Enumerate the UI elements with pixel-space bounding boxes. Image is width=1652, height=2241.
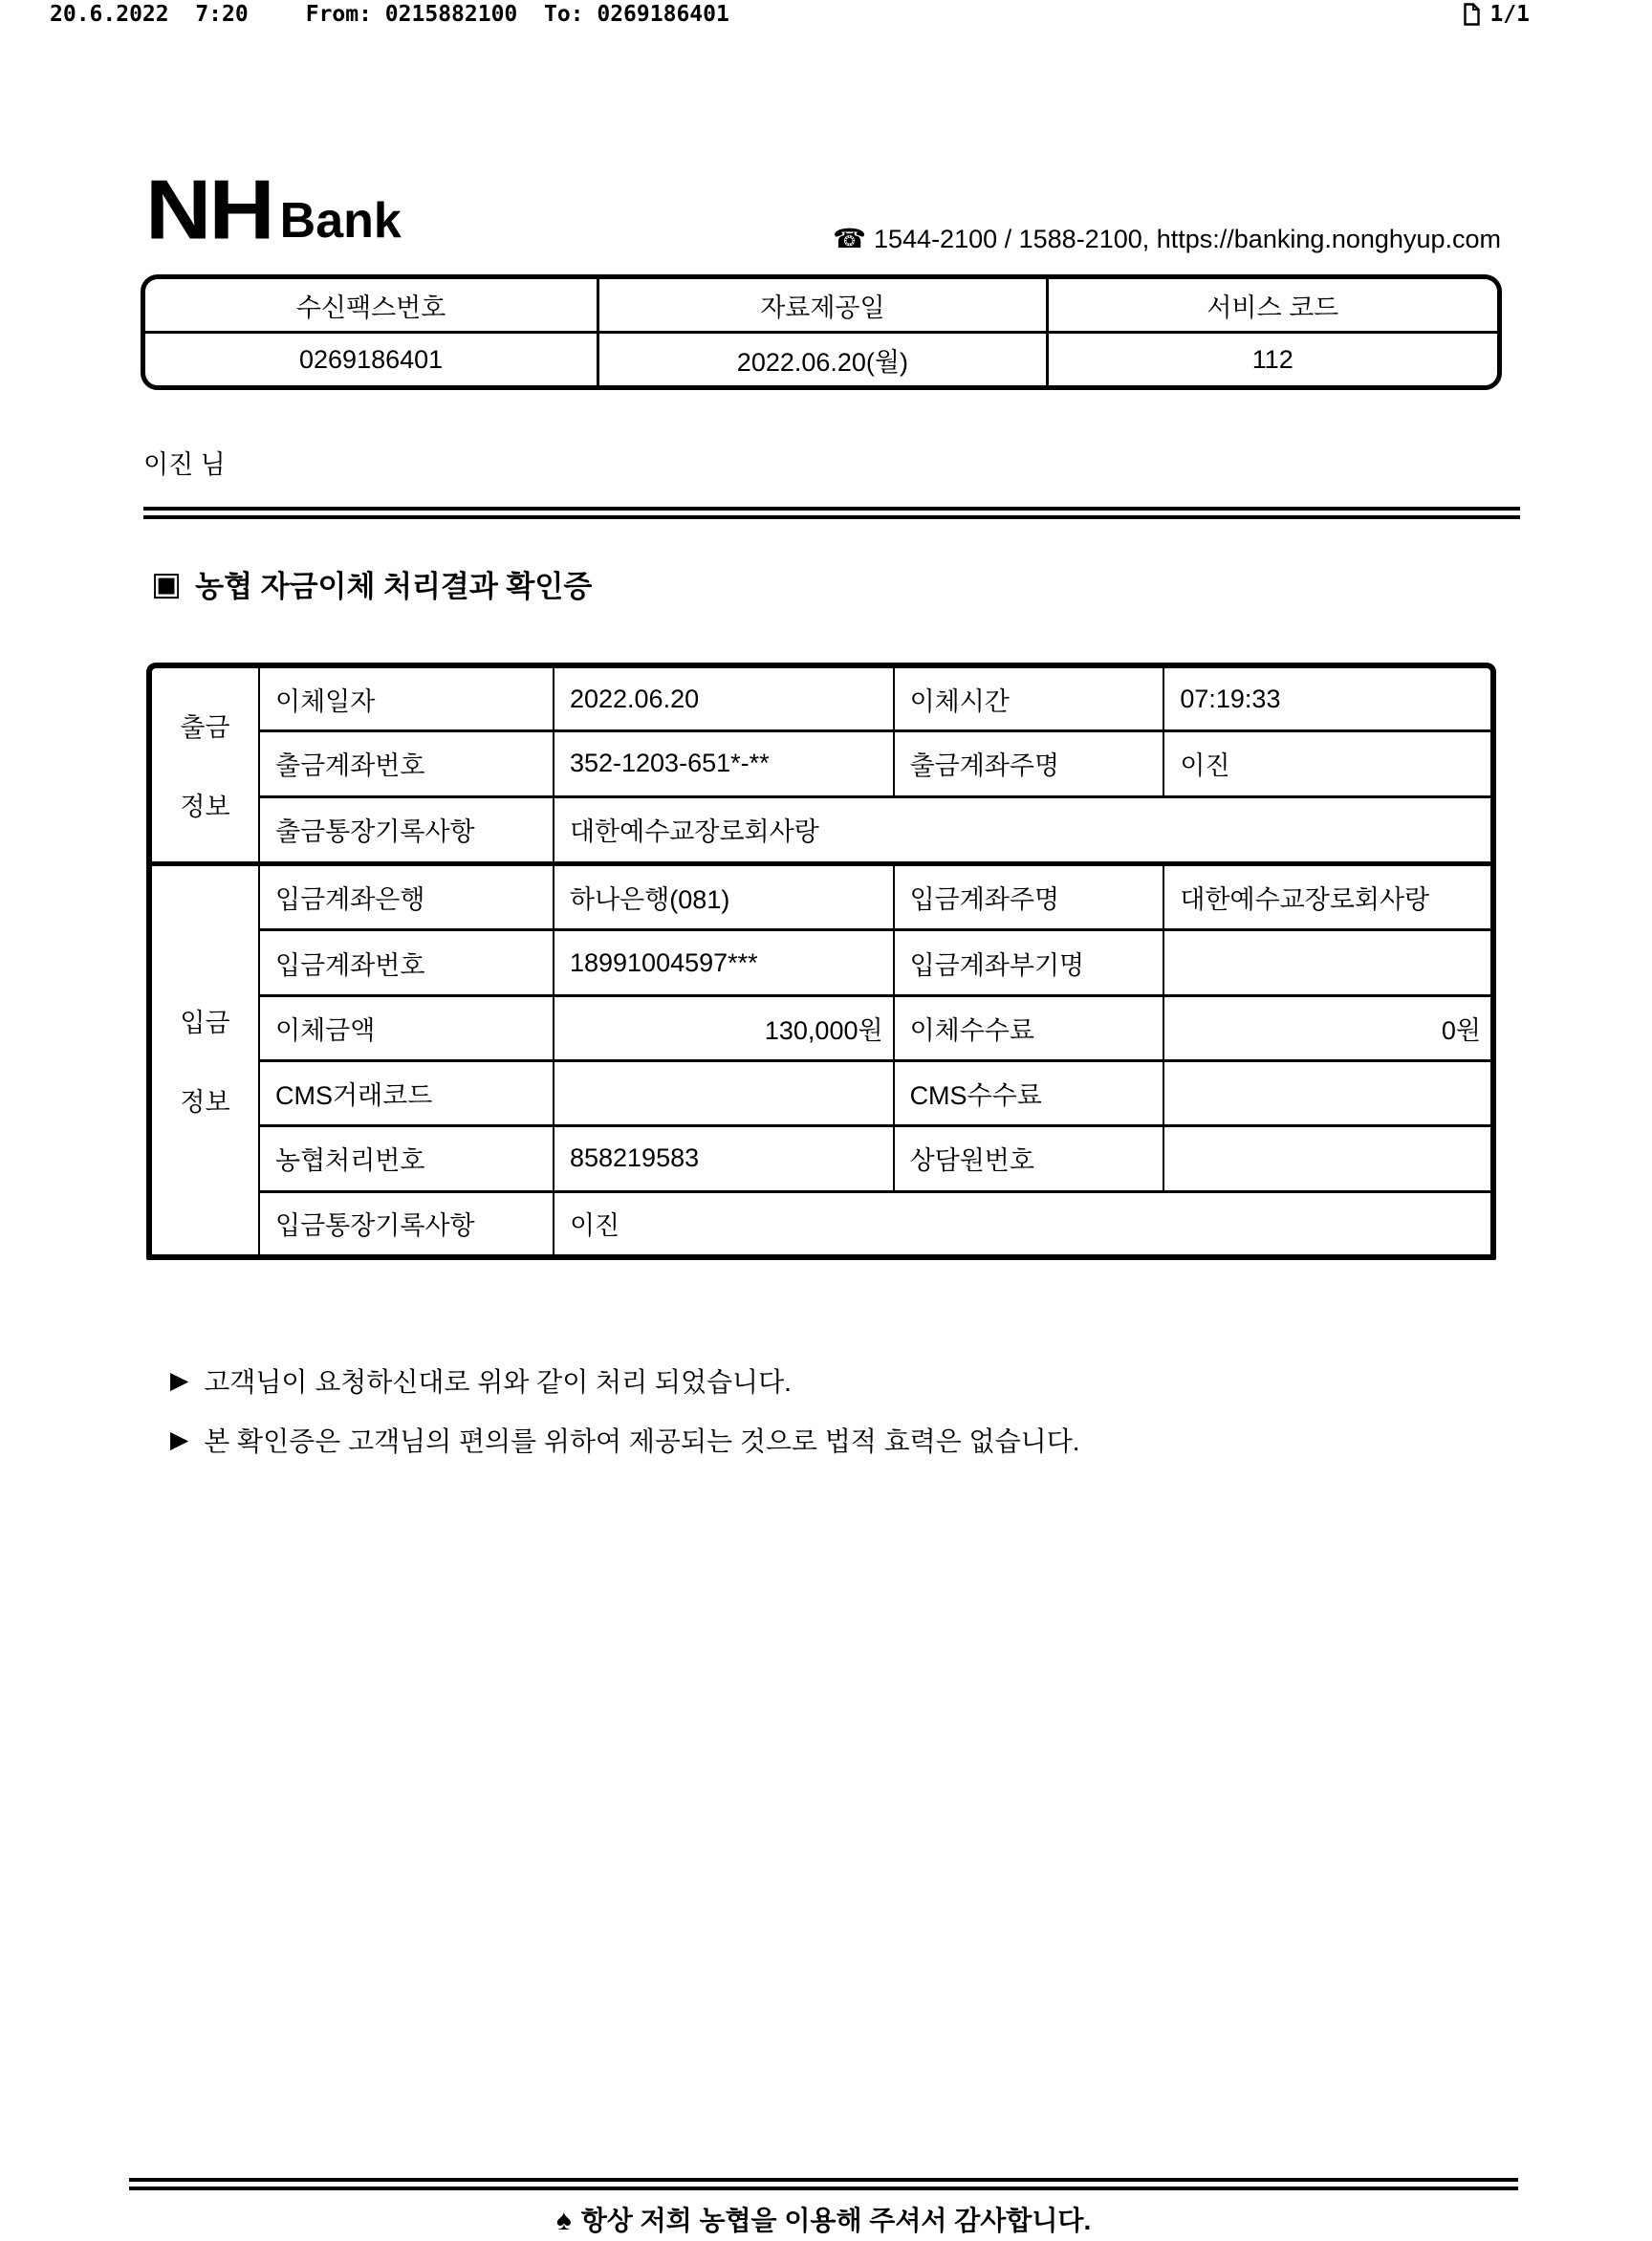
note-no-legal-effect-text: 본 확인증은 고객님의 편의를 위하여 제공되는 것으로 법적 효력은 없습니다. <box>204 1426 1080 1456</box>
triangle-bullet-icon: ▶ <box>170 1366 189 1394</box>
note-processed <box>170 1361 792 1400</box>
label-deposit-passbook-record: 입금통장기록사항 <box>259 1191 554 1254</box>
label-transfer-time: 이체시간 <box>894 668 1164 731</box>
table-row <box>152 1191 1490 1254</box>
label-transfer-fee: 이체수수료 <box>894 995 1164 1060</box>
square-bullet-icon: ▣ <box>151 565 183 602</box>
value-deposit-account-number: 18991004597*** <box>554 930 894 995</box>
header-data-provided-date: 자료제공일 <box>598 279 1047 333</box>
recipient-name: 이진 님 <box>143 450 226 479</box>
table-row <box>152 796 1490 863</box>
label-withdrawal-account-number: 출금계좌번호 <box>259 731 554 796</box>
value-cms-fee <box>1163 1061 1490 1126</box>
header-service-code: 서비스 코드 <box>1047 279 1497 333</box>
document-title <box>151 562 592 605</box>
group-deposit-line1: 입금 <box>180 1008 230 1037</box>
label-cms-transaction-code: CMS거래코드 <box>259 1061 554 1126</box>
phone-icon: ☎ <box>833 224 866 253</box>
fax-datetime: 20.6.2022 7:20 <box>50 2 249 27</box>
label-deposit-account-memo-name: 입금계좌부기명 <box>894 930 1164 995</box>
header-recipient-fax-number: 수신팩스번호 <box>145 279 598 333</box>
table-row <box>152 930 1490 995</box>
top-double-rule <box>143 507 1520 519</box>
table-row <box>152 731 1490 796</box>
document-page-icon <box>1464 3 1480 26</box>
value-deposit-account-holder: 대한예수교장로회사랑 <box>1163 863 1490 930</box>
fax-transmission-header <box>50 2 1530 27</box>
group-deposit-info <box>152 863 259 1254</box>
label-cms-fee: CMS수수료 <box>894 1061 1164 1126</box>
fax-page-indicator <box>1464 2 1530 27</box>
spade-icon: ♠ <box>555 2205 572 2236</box>
label-nh-processing-number: 농협처리번호 <box>259 1126 554 1191</box>
note-no-legal-effect <box>170 1421 1080 1459</box>
value-withdrawal-passbook-record: 대한예수교장로회사랑 <box>554 796 1490 863</box>
nh-bank-logo <box>145 161 402 257</box>
triangle-bullet-icon: ▶ <box>170 1425 189 1453</box>
value-recipient-fax-number: 0269186401 <box>299 344 444 374</box>
footer-thanks-message <box>129 2200 1518 2238</box>
table-row <box>152 1126 1490 1191</box>
fax-page-count: 1/1 <box>1489 2 1530 27</box>
table-row <box>152 995 1490 1060</box>
table-row <box>152 1061 1490 1126</box>
bank-contact-line <box>833 223 1501 254</box>
label-withdrawal-passbook-record: 출금통장기록사항 <box>259 796 554 863</box>
label-deposit-account-number: 입금계좌번호 <box>259 930 554 995</box>
label-deposit-account-holder: 입금계좌주명 <box>894 863 1164 930</box>
value-transfer-time: 07:19:33 <box>1163 668 1490 731</box>
fax-info-value-row <box>145 333 1497 386</box>
transfer-result-table <box>146 663 1496 1260</box>
value-agent-number <box>1163 1126 1490 1191</box>
value-transfer-amount: 130,000원 <box>554 995 894 1060</box>
group-withdrawal-info <box>152 668 259 863</box>
value-withdrawal-account-number: 352-1203-651*-** <box>554 731 894 796</box>
nh-logo-bank-text: Bank <box>279 193 402 249</box>
label-withdrawal-account-holder: 출금계좌주명 <box>894 731 1164 796</box>
value-transfer-fee: 0원 <box>1163 995 1490 1060</box>
value-data-provided-date: 2022.06.20(월) <box>598 333 1047 386</box>
group-deposit-line2: 정보 <box>180 1087 230 1117</box>
label-transfer-amount: 이체금액 <box>259 995 554 1060</box>
fax-route: From: 0215882100 To: 0269186401 <box>305 2 729 27</box>
footer-double-rule <box>129 2178 1518 2190</box>
label-transfer-date: 이체일자 <box>259 668 554 731</box>
bank-contact-text: 1544-2100 / 1588-2100, https://banking.nonghyup.com <box>874 225 1501 253</box>
value-transfer-date: 2022.06.20 <box>554 668 894 731</box>
value-nh-processing-number: 858219583 <box>554 1126 894 1191</box>
value-withdrawal-account-holder: 이진 <box>1163 731 1490 796</box>
footer-thanks-text: 항상 저희 농협을 이용해 주셔서 감사합니다. <box>580 2206 1092 2235</box>
group-withdrawal-line2: 정보 <box>180 792 230 821</box>
table-row <box>152 863 1490 930</box>
group-withdrawal-line1: 출금 <box>180 712 230 742</box>
value-cms-transaction-code <box>554 1061 894 1126</box>
fax-info-table <box>141 274 1502 390</box>
value-service-code: 112 <box>1047 333 1497 386</box>
fax-info-header-row <box>145 279 1497 333</box>
table-row <box>152 668 1490 731</box>
label-deposit-bank: 입금계좌은행 <box>259 863 554 930</box>
note-processed-text: 고객님이 요청하신대로 위와 같이 처리 되었습니다. <box>204 1367 792 1397</box>
nh-logo-mark: NH <box>145 163 272 257</box>
value-deposit-passbook-record: 이진 <box>554 1191 1490 1254</box>
value-deposit-bank: 하나은행(081) <box>554 863 894 930</box>
label-agent-number: 상담원번호 <box>894 1126 1164 1191</box>
document-title-text: 농협 자금이체 처리결과 확인증 <box>195 570 593 603</box>
value-deposit-account-memo-name <box>1163 930 1490 995</box>
